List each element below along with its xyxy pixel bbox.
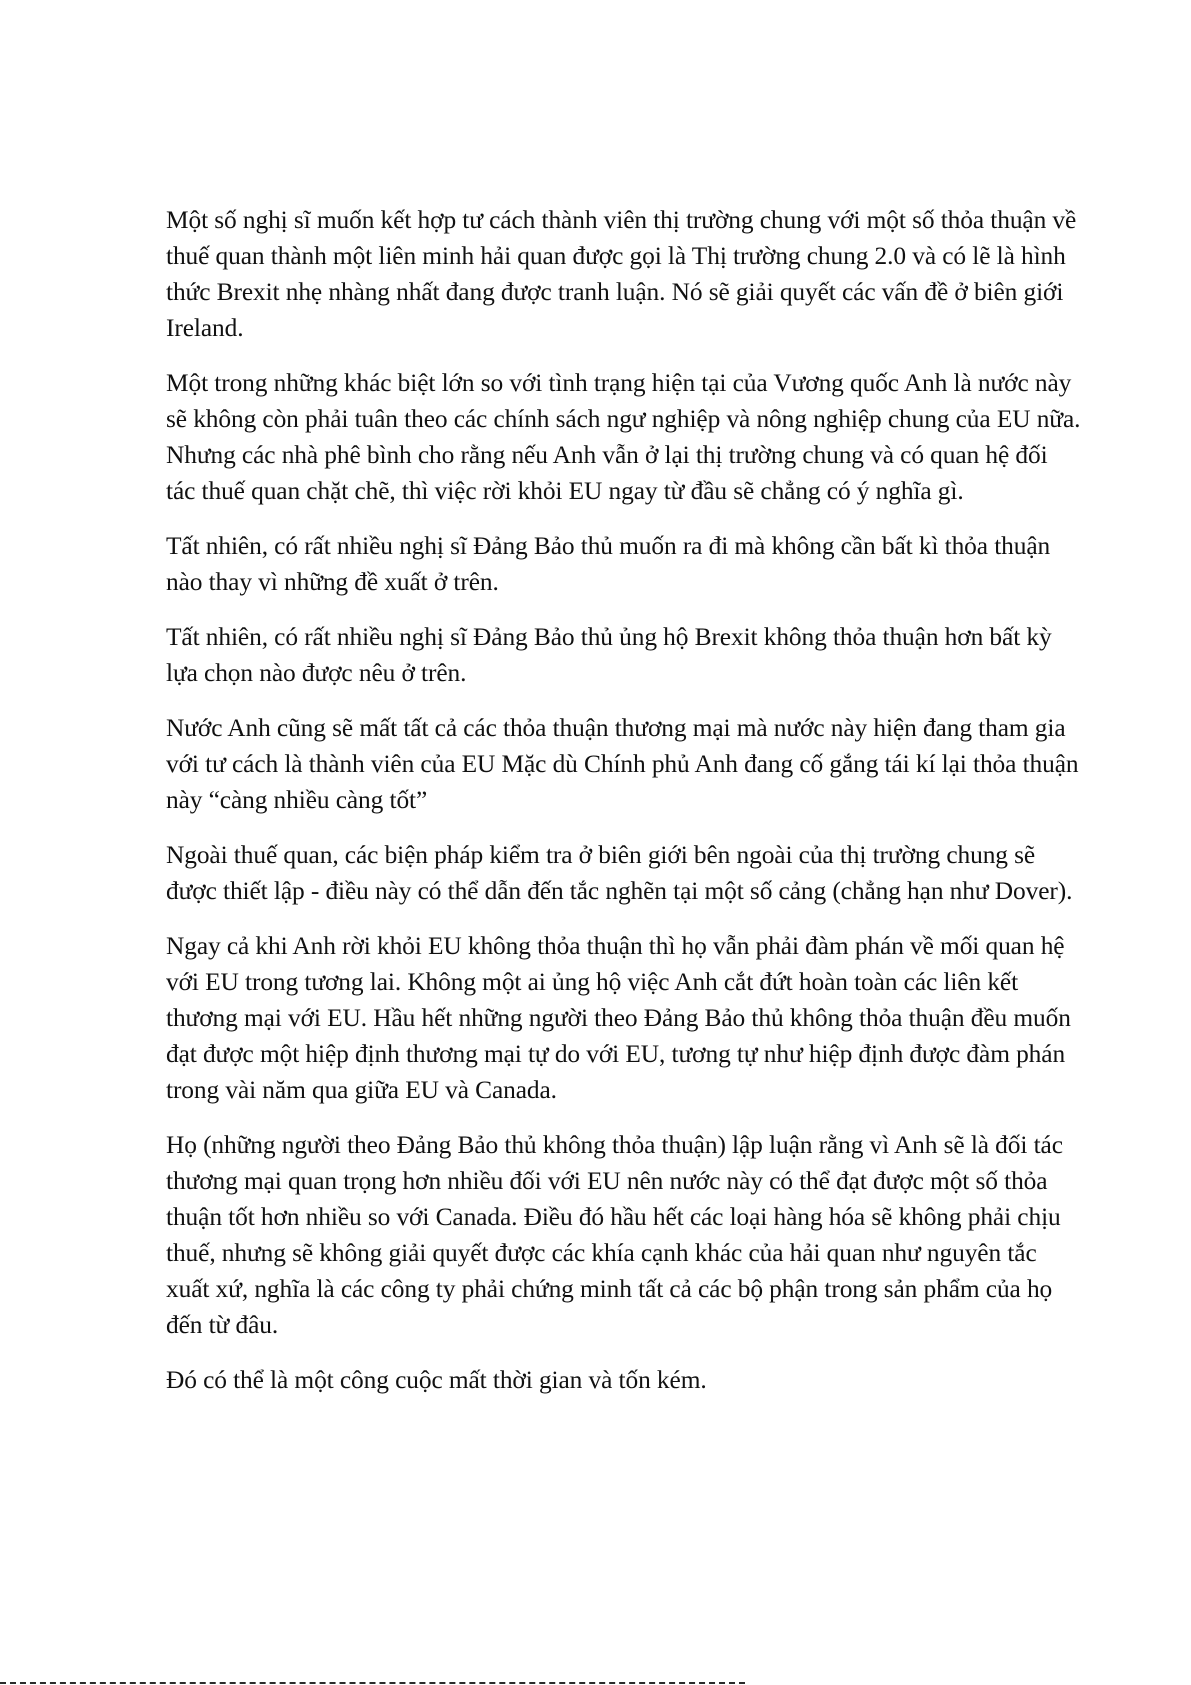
paragraph-2: Một trong những khác biệt lớn so với tình trạng hiện tại của Vương quốc Anh là nước này sẽ không còn phải tuân theo các chính sách ngư nghiệp và nông nghiệp chung của EU nữa. Nhưng các nhà phê bình cho rằng nếu Anh vẫn ở lại thị trường chung và có quan hệ đối tác thuế quan chặt chẽ, thì việc rời khỏi EU ngay từ đầu sẽ chẳng có ý nghĩa gì. bbox=[166, 369, 1081, 505]
paragraph-7: Ngay cả khi Anh rời khỏi EU không thỏa thuận thì họ vẫn phải đàm phán về mối quan hệ với EU trong tương lai. Không một ai ủng hộ việc Anh cắt đứt hoàn toàn các liên kết thương mại với EU. Hầu hết những người theo Đảng Bảo thủ không thỏa thuận đều muốn đạt được một hiệp định thương mại tự do với EU, tương tự như hiệp định được đàm phán trong vài năm qua giữa EU và Canada. bbox=[166, 932, 1071, 1104]
paragraph-4: Tất nhiên, có rất nhiều nghị sĩ Đảng Bảo thủ ủng hộ Brexit không thỏa thuận hơn bất kỳ lựa chọn nào được nêu ở trên. bbox=[166, 623, 1052, 687]
paragraph-6: Ngoài thuế quan, các biện pháp kiểm tra ở biên giới bên ngoài của thị trường chung sẽ được thiết lập - điều này có thể dẫn đến tắc nghẽn tại một số cảng (chẳng hạn như Dover). bbox=[166, 841, 1073, 905]
paragraph-1: Một số nghị sĩ muốn kết hợp tư cách thành viên thị trường chung với một số thỏa thuận về thuế quan thành một liên minh hải quan được gọi là Thị trường chung 2.0 và có lẽ là hình thức Brexit nhẹ nhàng nhất đang được tranh luận. Nó sẽ giải quyết các vấn đề ở biên giới Ireland. bbox=[166, 206, 1077, 342]
document-body bbox=[166, 202, 1081, 1398]
paragraph-5: Nước Anh cũng sẽ mất tất cả các thỏa thuận thương mại mà nước này hiện đang tham gia với tư cách là thành viên của EU Mặc dù Chính phủ Anh đang cố gắng tái kí lại thỏa thuận này “càng nhiều càng tốt” bbox=[166, 714, 1079, 814]
bottom-divider bbox=[0, 1682, 745, 1684]
paragraph-9: Đó có thể là một công cuộc mất thời gian và tốn kém. bbox=[166, 1366, 707, 1394]
paragraph-3: Tất nhiên, có rất nhiều nghị sĩ Đảng Bảo thủ muốn ra đi mà không cần bất kì thỏa thuận nào thay vì những đề xuất ở trên. bbox=[166, 532, 1051, 596]
paragraph-8: Họ (những người theo Đảng Bảo thủ không thỏa thuận) lập luận rằng vì Anh sẽ là đối tác thương mại quan trọng hơn nhiều đối với EU nên nước này có thể đạt được một số thỏa thuận tốt hơn nhiều so với Canada. Điều đó hầu hết các loại hàng hóa sẽ không phải chịu thuế, nhưng sẽ không giải quyết được các khía cạnh khác của hải quan như nguyên tắc xuất xứ, nghĩa là các công ty phải chứng minh tất cả các bộ phận trong sản phẩm của họ đến từ đâu. bbox=[166, 1131, 1063, 1339]
